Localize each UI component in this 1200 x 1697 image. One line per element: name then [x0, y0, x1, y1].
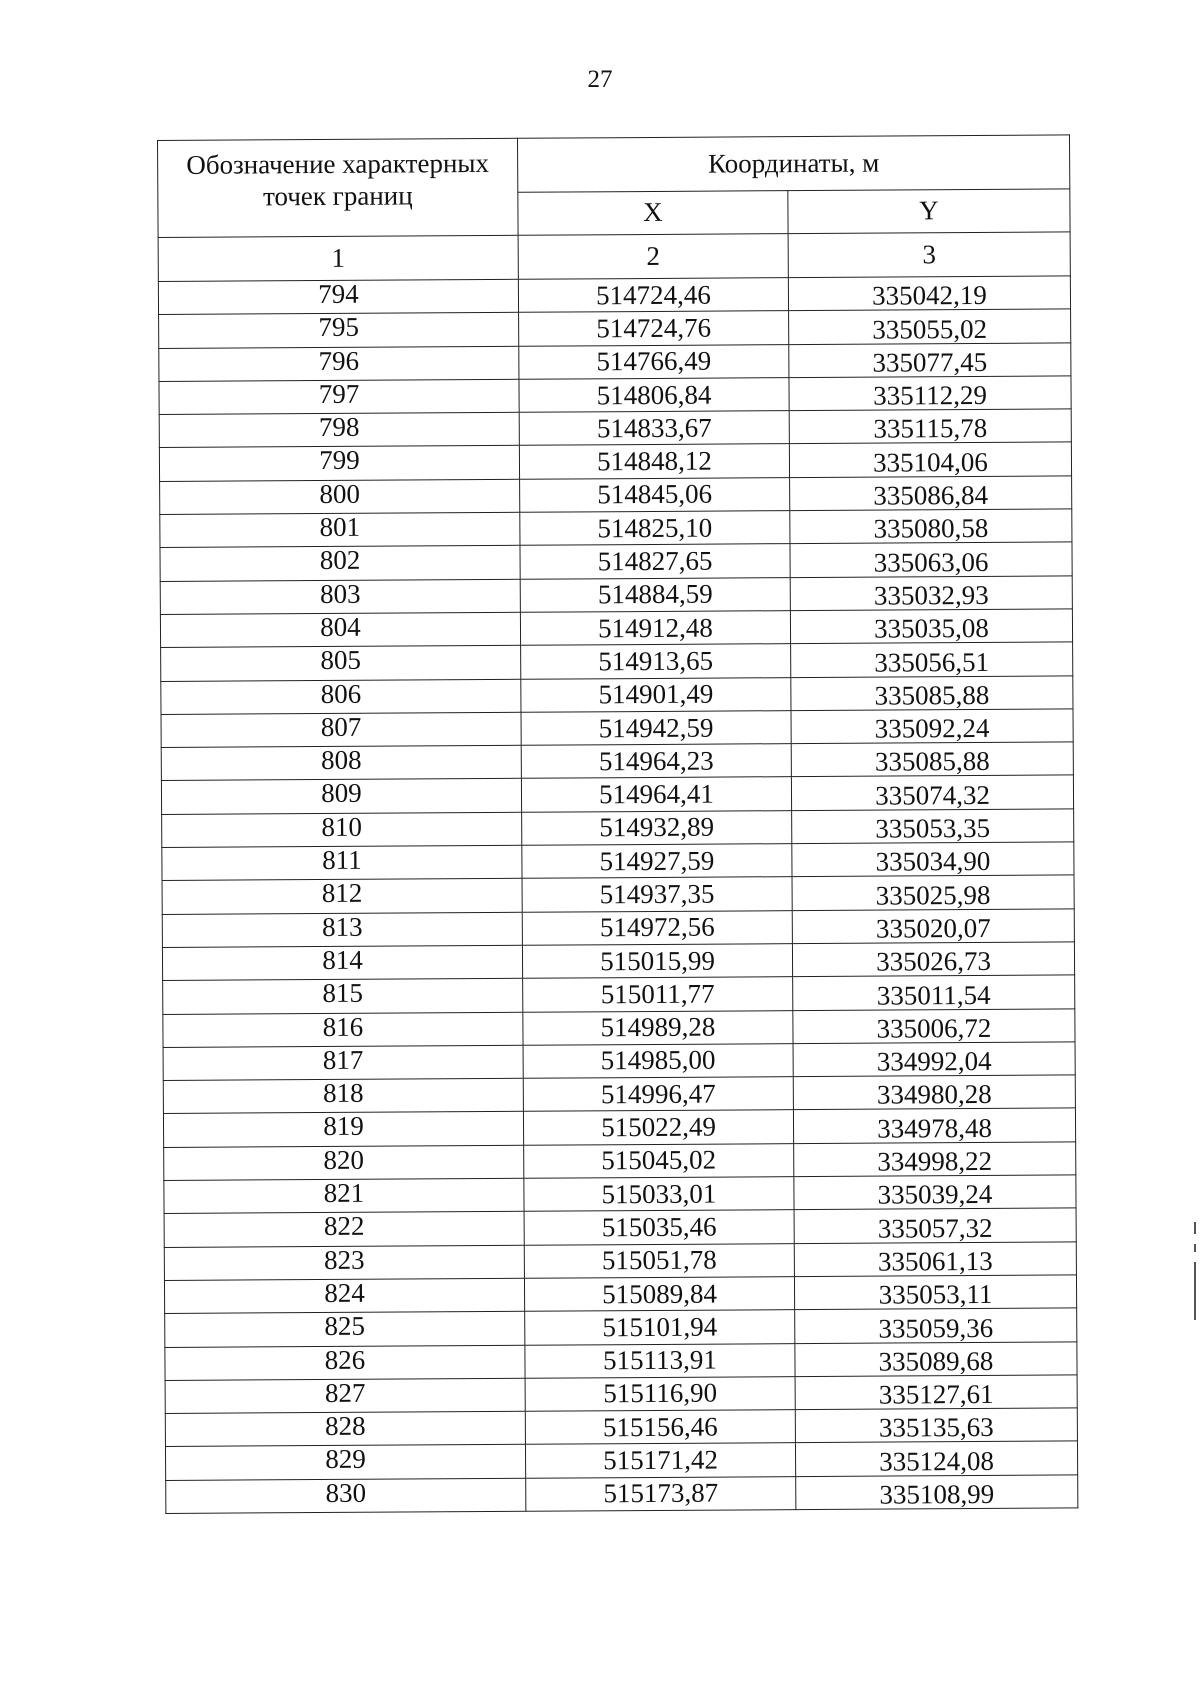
scan-margin-mark	[1194, 1244, 1196, 1252]
table-row	[160, 542, 1072, 581]
table-row	[162, 909, 1074, 948]
x-coordinate-cell: 515045,02	[524, 1143, 794, 1178]
y-coordinate-cell: 335059,36	[795, 1308, 1077, 1343]
point-cell: 815	[163, 979, 523, 1014]
point-cell: 830	[166, 1478, 526, 1513]
table-row	[159, 309, 1071, 348]
y-coordinate-cell: 335104,06	[789, 442, 1071, 477]
x-coordinate-cell: 515035,46	[524, 1210, 794, 1245]
y-coordinate-cell: 335061,13	[794, 1242, 1076, 1277]
table-row	[164, 1208, 1076, 1247]
y-coordinate-cell: 335025,98	[792, 875, 1074, 910]
x-coordinate-cell: 514806,84	[519, 378, 789, 413]
point-cell: 816	[163, 1012, 523, 1047]
y-coordinate-cell: 335080,58	[790, 509, 1072, 544]
x-coordinate-cell: 515015,99	[522, 944, 792, 979]
y-coordinate-cell: 335053,11	[794, 1275, 1076, 1310]
x-coordinate-cell: 515022,49	[523, 1110, 793, 1145]
x-coordinate-cell: 514848,12	[519, 444, 789, 479]
x-coordinate-cell: 514912,48	[520, 611, 790, 646]
x-coordinate-cell: 515116,90	[525, 1376, 795, 1411]
y-coordinate-cell: 335135,63	[795, 1408, 1077, 1443]
scan-margin-mark	[1194, 1222, 1196, 1234]
table-row	[161, 775, 1073, 814]
point-cell: 819	[163, 1112, 523, 1147]
x-coordinate-cell: 514833,67	[519, 411, 789, 446]
table-header	[158, 135, 1071, 282]
point-cell: 800	[160, 479, 520, 514]
x-coordinate-cell: 514901,49	[521, 677, 791, 712]
header-y: Y	[788, 189, 1070, 234]
y-coordinate-cell: 335055,02	[789, 309, 1071, 344]
point-cell: 811	[162, 845, 522, 880]
x-coordinate-cell: 514884,59	[520, 577, 790, 612]
x-coordinate-cell: 514724,46	[518, 278, 788, 313]
point-cell: 828	[165, 1411, 525, 1446]
x-coordinate-cell: 515011,77	[523, 977, 793, 1012]
point-cell: 827	[165, 1378, 525, 1413]
x-coordinate-cell: 514985,00	[523, 1043, 793, 1078]
y-coordinate-cell: 335063,06	[790, 542, 1072, 577]
y-coordinate-cell: 335086,84	[790, 476, 1072, 511]
point-cell: 809	[161, 779, 521, 814]
point-cell: 824	[164, 1278, 524, 1313]
scan-margin-mark	[1194, 1262, 1196, 1320]
x-coordinate-cell: 515051,78	[524, 1243, 794, 1278]
y-coordinate-cell: 335039,24	[794, 1175, 1076, 1210]
column-number-1: 1	[158, 235, 518, 281]
table-row	[159, 376, 1071, 415]
table-row	[161, 709, 1073, 748]
point-cell: 803	[160, 579, 520, 614]
x-coordinate-cell: 515033,01	[524, 1177, 794, 1212]
y-coordinate-cell: 335042,19	[788, 276, 1070, 311]
y-coordinate-cell: 335127,61	[795, 1375, 1077, 1410]
x-coordinate-cell: 514942,59	[521, 710, 791, 745]
point-cell: 823	[164, 1245, 524, 1280]
point-cell: 804	[160, 612, 520, 647]
y-coordinate-cell: 334992,04	[793, 1042, 1075, 1077]
point-cell: 814	[162, 945, 522, 980]
point-cell: 806	[161, 679, 521, 714]
x-coordinate-cell: 515101,94	[525, 1310, 795, 1345]
point-cell: 805	[161, 646, 521, 681]
y-coordinate-cell: 335006,72	[793, 1008, 1075, 1043]
x-coordinate-cell: 514766,49	[519, 344, 789, 379]
point-cell: 794	[158, 279, 518, 314]
x-coordinate-cell: 514913,65	[521, 644, 791, 679]
y-coordinate-cell: 335053,35	[792, 809, 1074, 844]
y-coordinate-cell: 334980,28	[793, 1075, 1075, 1110]
y-coordinate-cell: 334998,22	[794, 1142, 1076, 1177]
table-row	[164, 1142, 1076, 1181]
point-cell: 802	[160, 546, 520, 581]
column-number-3: 3	[788, 232, 1070, 278]
x-coordinate-cell: 514845,06	[520, 477, 790, 512]
header-x: X	[518, 191, 788, 236]
table-row	[161, 742, 1073, 781]
table-row	[162, 842, 1074, 881]
table-row	[165, 1341, 1077, 1380]
y-coordinate-cell: 335115,78	[789, 409, 1071, 444]
x-coordinate-cell: 515089,84	[524, 1277, 794, 1312]
point-cell: 798	[159, 412, 519, 447]
y-coordinate-cell: 335034,90	[792, 842, 1074, 877]
table-row	[166, 1475, 1078, 1514]
x-coordinate-cell: 514989,28	[523, 1010, 793, 1045]
x-coordinate-cell: 514972,56	[522, 910, 792, 945]
y-coordinate-cell: 335026,73	[792, 942, 1074, 977]
point-cell: 797	[159, 379, 519, 414]
x-coordinate-cell: 514937,35	[522, 877, 792, 912]
y-coordinate-cell: 335108,99	[796, 1475, 1078, 1510]
table-row	[159, 442, 1071, 481]
x-coordinate-cell: 515113,91	[525, 1343, 795, 1378]
y-coordinate-cell: 335074,32	[791, 775, 1073, 810]
header-designation: Обозначение характерных точек границ	[158, 138, 519, 237]
y-coordinate-cell: 334978,48	[793, 1108, 1075, 1143]
table-row	[162, 942, 1074, 981]
column-number-2: 2	[518, 234, 788, 280]
x-coordinate-cell: 515171,42	[525, 1443, 795, 1478]
point-cell: 807	[161, 712, 521, 747]
y-coordinate-cell: 335092,24	[791, 709, 1073, 744]
point-cell: 810	[162, 812, 522, 847]
point-cell: 796	[159, 346, 519, 381]
y-coordinate-cell: 335089,68	[795, 1341, 1077, 1376]
point-cell: 820	[164, 1145, 524, 1180]
point-cell: 799	[159, 446, 519, 481]
point-cell: 821	[164, 1178, 524, 1213]
point-cell: 801	[160, 512, 520, 547]
table-row	[163, 1042, 1075, 1081]
table-row	[165, 1308, 1077, 1347]
page-number: 27	[587, 66, 613, 93]
y-coordinate-cell: 335020,07	[792, 909, 1074, 944]
y-coordinate-cell: 335077,45	[789, 343, 1071, 378]
table-row	[158, 276, 1070, 315]
point-cell: 808	[161, 745, 521, 780]
x-coordinate-cell: 514964,23	[521, 744, 791, 779]
table-row	[159, 409, 1071, 448]
point-cell: 818	[163, 1078, 523, 1113]
table-row	[162, 809, 1074, 848]
x-coordinate-cell: 514996,47	[523, 1077, 793, 1112]
table-row	[165, 1375, 1077, 1414]
x-coordinate-cell: 514825,10	[520, 511, 790, 546]
table-row	[164, 1175, 1076, 1214]
x-coordinate-cell: 514927,59	[522, 844, 792, 879]
y-coordinate-cell: 335085,88	[791, 742, 1073, 777]
y-coordinate-cell: 335124,08	[795, 1441, 1077, 1476]
x-coordinate-cell: 514827,65	[520, 544, 790, 579]
table-row	[163, 1075, 1075, 1114]
point-cell: 795	[159, 313, 519, 348]
table-row	[163, 975, 1075, 1014]
point-cell: 825	[165, 1311, 525, 1346]
table-row	[161, 675, 1073, 714]
y-coordinate-cell: 335112,29	[789, 376, 1071, 411]
coordinates-table-wrapper	[157, 134, 1077, 1514]
table-row	[160, 476, 1072, 515]
table-row	[161, 642, 1073, 681]
x-coordinate-cell: 514964,41	[521, 777, 791, 812]
table-row	[163, 1008, 1075, 1047]
point-cell: 817	[163, 1045, 523, 1080]
x-coordinate-cell: 514724,76	[519, 311, 789, 346]
y-coordinate-cell: 335057,32	[794, 1208, 1076, 1243]
point-cell: 826	[165, 1345, 525, 1380]
table-row	[165, 1408, 1077, 1447]
table-row	[160, 509, 1072, 548]
point-cell: 813	[162, 912, 522, 947]
table-row	[159, 343, 1071, 382]
point-cell: 822	[164, 1212, 524, 1247]
table-row	[162, 875, 1074, 914]
point-cell: 812	[162, 879, 522, 914]
x-coordinate-cell: 515173,87	[526, 1476, 796, 1511]
y-coordinate-cell: 335011,54	[793, 975, 1075, 1010]
y-coordinate-cell: 335085,88	[791, 675, 1073, 710]
point-cell: 829	[165, 1445, 525, 1480]
table-row	[165, 1441, 1077, 1480]
y-coordinate-cell: 335035,08	[790, 609, 1072, 644]
table-body	[158, 276, 1078, 1514]
y-coordinate-cell: 335032,93	[790, 576, 1072, 611]
table-row	[164, 1242, 1076, 1281]
table-row	[160, 609, 1072, 648]
coordinates-table	[157, 134, 1078, 1514]
x-coordinate-cell: 515156,46	[525, 1410, 795, 1445]
header-coordinates: Координаты, м	[517, 135, 1069, 192]
table-row	[164, 1275, 1076, 1314]
table-row	[163, 1108, 1075, 1147]
y-coordinate-cell: 335056,51	[791, 642, 1073, 677]
x-coordinate-cell: 514932,89	[522, 810, 792, 845]
table-row	[160, 576, 1072, 615]
